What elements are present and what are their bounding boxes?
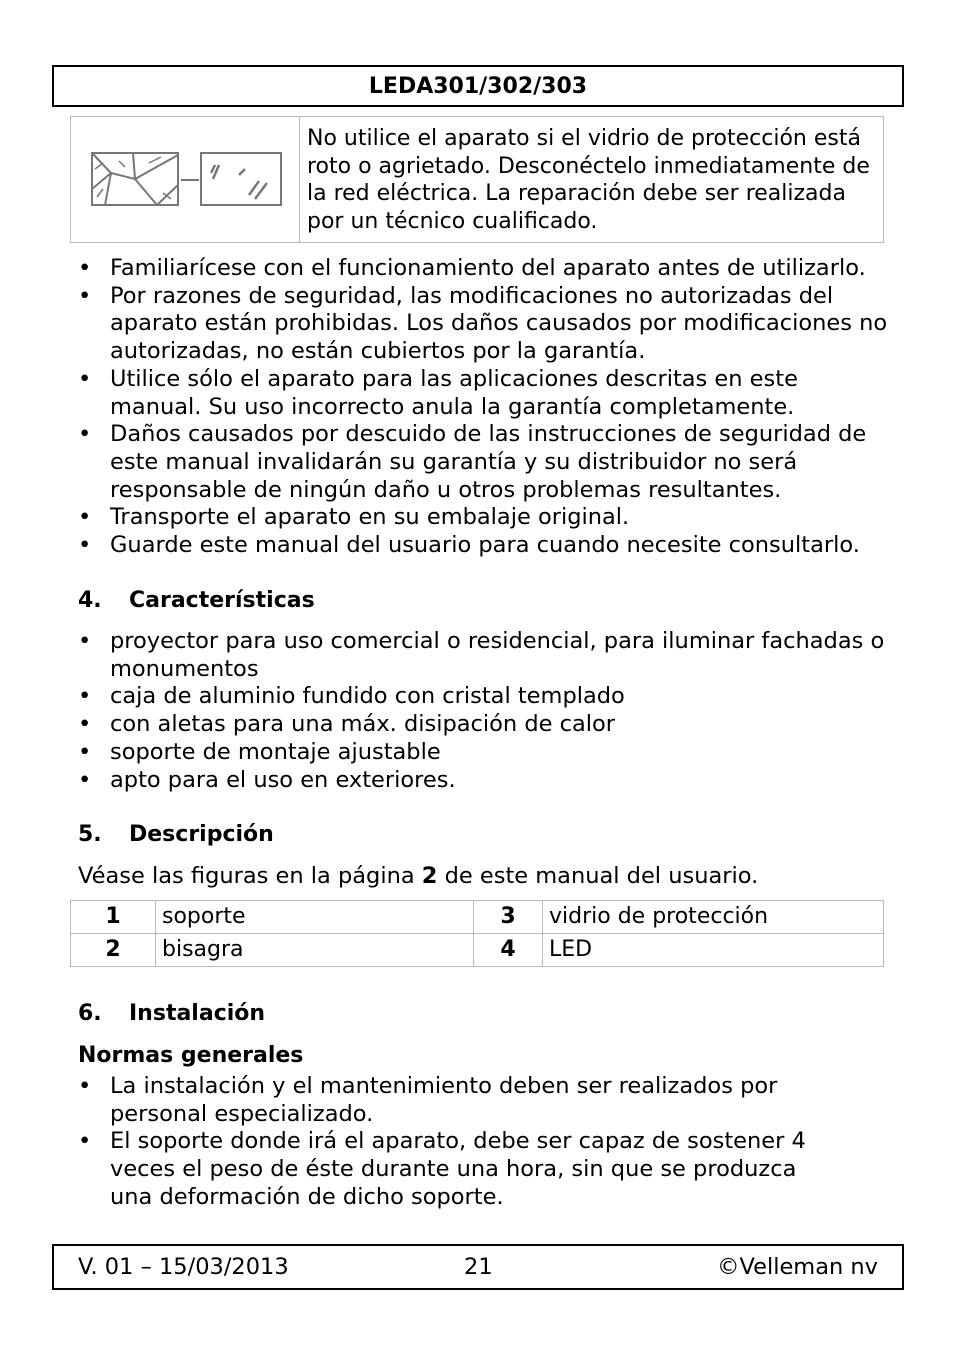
section-number: 5. bbox=[78, 822, 102, 847]
section-number: 4. bbox=[78, 588, 102, 613]
section-title: Descripción bbox=[129, 822, 274, 847]
list-item: • Daños causados por descuido de las instrucciones de seguridad de este manual invalidarán su garantía y su distribuidor no será responsable de ningún daño u otros problemas resultantes. bbox=[78, 421, 890, 504]
features-bullet-list bbox=[78, 628, 890, 794]
parts-table bbox=[70, 900, 884, 967]
list-item: • Por razones de seguridad, las modificaciones no autorizadas del aparato están prohibidas. Los daños causados por modificaciones no autorizadas, no están cubiertos por la garantía. bbox=[78, 283, 890, 366]
part-label: LED bbox=[543, 934, 884, 967]
list-item: • con aletas para una máx. disipación de calor bbox=[78, 711, 890, 739]
broken-glass-icon bbox=[89, 149, 285, 213]
installation-bullet-list bbox=[78, 1073, 838, 1212]
page-header bbox=[52, 65, 904, 107]
part-number: 3 bbox=[474, 901, 543, 934]
list-item: • Guarde este manual del usuario para cuando necesite consultarlo. bbox=[78, 532, 890, 560]
safety-bullet-list bbox=[78, 255, 890, 560]
warning-image-cell bbox=[71, 117, 300, 242]
section-heading-6 bbox=[78, 1000, 265, 1028]
page-reference: 2 bbox=[421, 863, 438, 889]
section-heading-5 bbox=[78, 821, 274, 849]
page-footer bbox=[52, 1244, 904, 1290]
section-heading-4 bbox=[78, 587, 315, 615]
subsection-heading: Normas generales bbox=[78, 1043, 304, 1068]
list-item: • El soporte donde irá el aparato, debe ser capaz de sostener 4 veces el peso de éste durante una hora, sin que se produzca una deformación de dicho soporte. bbox=[78, 1128, 838, 1211]
part-number: 2 bbox=[71, 934, 156, 967]
list-item: • apto para el uso en exteriores. bbox=[78, 767, 890, 795]
part-label: soporte bbox=[156, 901, 474, 934]
section-title: Características bbox=[129, 588, 315, 613]
table-row bbox=[71, 934, 884, 967]
footer-copyright: ©Velleman nv bbox=[716, 1254, 878, 1280]
part-number: 4 bbox=[474, 934, 543, 967]
list-item: • Transporte el aparato en su embalaje original. bbox=[78, 504, 890, 532]
list-item: • proyector para uso comercial o residencial, para iluminar fachadas o monumentos bbox=[78, 628, 890, 683]
list-item: • caja de aluminio fundido con cristal templado bbox=[78, 683, 890, 711]
section-title: Instalación bbox=[129, 1001, 266, 1026]
footer-page-number: 21 bbox=[464, 1254, 493, 1280]
description-intro: Véase las figuras en la página 2 de este manual del usuario. bbox=[78, 863, 759, 889]
document-title: LEDA301/302/303 bbox=[368, 74, 588, 99]
list-item: • Utilice sólo el aparato para las aplicaciones descritas en este manual. Su uso incorrecto anula la garantía completamente. bbox=[78, 366, 890, 421]
part-number: 1 bbox=[71, 901, 156, 934]
list-item: • soporte de montaje ajustable bbox=[78, 739, 890, 767]
part-label: bisagra bbox=[156, 934, 474, 967]
section-number: 6. bbox=[78, 1001, 102, 1026]
warning-box bbox=[70, 116, 884, 243]
warning-text: No utilice el aparato si el vidrio de protección está roto o agrietado. Desconéctelo inmediatamente de la red eléctrica. La reparación debe ser realizada por un técnico cualificado. bbox=[307, 126, 870, 234]
table-row bbox=[71, 901, 884, 934]
list-item: • Familiarícese con el funcionamiento del aparato antes de utilizarlo. bbox=[78, 255, 890, 283]
list-item: • La instalación y el mantenimiento deben ser realizados por personal especializado. bbox=[78, 1073, 838, 1128]
footer-version: V. 01 – 15/03/2013 bbox=[78, 1254, 289, 1280]
part-label: vidrio de protección bbox=[543, 901, 884, 934]
